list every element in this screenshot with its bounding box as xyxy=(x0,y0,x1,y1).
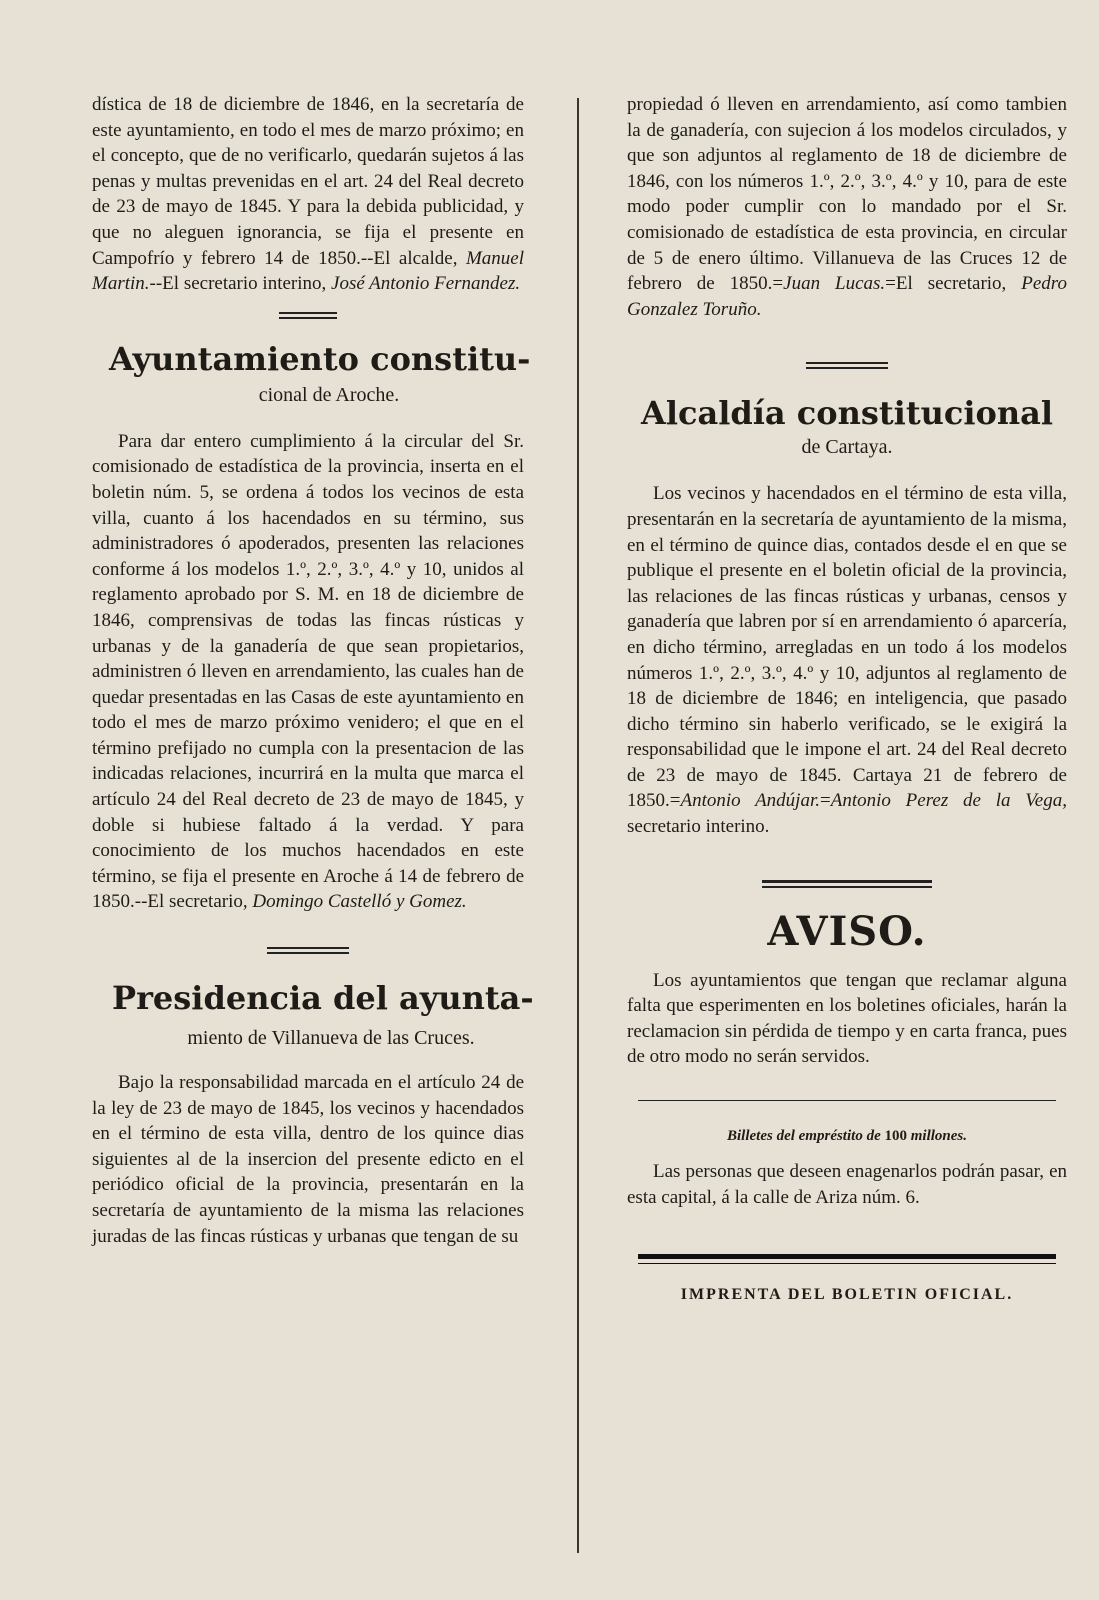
notice-text-tail: secretario interino. xyxy=(627,816,770,838)
signature-alcalde: Antonio Andújar. xyxy=(680,790,820,812)
notice-villanueva-continuation xyxy=(627,92,1067,322)
signature-secretario: José Antonio Fernandez. xyxy=(331,273,521,295)
footer-rule xyxy=(638,1254,1056,1264)
section-separator xyxy=(267,947,349,954)
imprint-line: IMPRENTA DEL BOLETIN OFICIAL. xyxy=(680,1286,1014,1304)
billetes-title-text: Billetes del empréstito de xyxy=(727,1128,881,1145)
notice-aroche-body xyxy=(92,429,524,915)
subheading-villanueva: miento de Villanueva de las Cruces. xyxy=(187,1027,475,1050)
heading-aviso: AVISO. xyxy=(767,907,927,955)
notice-text: Los vecinos y hacendados en el término de esta villa, presentarán en la secretaría de ayuntamiento de la misma, en el término de quince dias, contados desde el en que se publique el presente en el boletin oficial de la provincia, las relaciones de las fincas rústicas y urbanas, censos y ganadería que labren por sí en arrendamiento ó aparcería, en dicho término, arregladas en un todo á los modelos números 1.º, 2.º, 3.º, 4.º y 10, adjuntos al reglamento de 18 de diciembre de 1846; en inteligencia, que pasado dicho término sin haberlo verificado, se le exigirá la responsabilidad que le impone el art. 24 del Real decreto de 23 de mayo de 1845. Cartaya 21 de febrero de 1850.= xyxy=(627,483,1067,812)
notice-text-mid: = xyxy=(820,790,831,812)
heading-billetes xyxy=(627,1125,1067,1147)
left-column xyxy=(92,92,534,1249)
heading-cartaya: Alcaldía constitucional xyxy=(641,394,1053,433)
section-separator xyxy=(806,362,888,369)
notice-text-mid: =El secretario, xyxy=(885,273,1022,295)
billetes-title-number: 100 xyxy=(884,1128,907,1145)
notice-text-mid: --El secretario interino, xyxy=(149,273,332,295)
billetes-body: Las personas que deseen enagenarlos podrán pasar, en esta capital, á la calle de Ariza núm. 6. xyxy=(627,1161,1067,1208)
notice-text: Para dar entero cumplimiento á la circular del Sr. comisionado de estadística de la provincia, inserta en el boletin núm. 5, se ordena á todos los vecinos de esta villa, cuanto á los hacendados en su término, sus administradores ó apoderados, presenten las relaciones conforme á los modelos 1.º, 2.º, 3.º, 4.º y 10, unidos al reglamento aprobado por S. M. en 18 de diciembre de 1846, comprensivas de todas las fincas rústicas y urbanas y de la ganadería de que sean propietarios, administren ó lleven en arrendamiento, las cuales han de quedar presentadas en las Casas de este ayuntamiento en todo el mes de marzo próximo venidero; el que en el término prefijado no cumpla con la presentacion de las indicadas relaciones, incurrirá en la multa que marca el artículo 24 del Real decreto de 23 de mayo de 1845, y doble si hubiese faltado á la verdad. Y para conocimiento de los muchos hacendados en este término, se fija el presente en Aroche á 14 de febrero de 1850.--El secretario, xyxy=(92,430,524,913)
notice-villanueva-body: Bajo la responsabilidad marcada en el artículo 24 de la ley de 23 de mayo de 1845, los vecinos y hacendados en el término de esta villa, dentro de los quince dias siguientes al de la insercion del presente edicto en el periódico oficial de la provincia, presentarán en la secretaría de ayuntamiento de la misma las relaciones juradas de las fincas rústicas y urbanas que tengan de su xyxy=(92,1072,524,1247)
billetes-title-text-end: millones. xyxy=(910,1128,967,1145)
signature-alcalde: Juan Lucas. xyxy=(783,273,886,295)
signature-secretario: Antonio Perez de la Vega, xyxy=(830,790,1067,812)
signature-secretario: Domingo Castelló y Gomez. xyxy=(252,891,467,913)
signature-alcalde: Manuel Martin. xyxy=(92,247,524,295)
notice-campofrio-continuation xyxy=(92,92,524,297)
subheading-aroche: cional de Aroche. xyxy=(258,383,400,406)
section-separator xyxy=(762,880,932,888)
heading-aroche: Ayuntamiento constitu- xyxy=(109,339,531,378)
section-separator xyxy=(279,312,337,319)
notice-cartaya-body xyxy=(627,481,1067,839)
signature-secretario: Pedro Gonzalez Toruño. xyxy=(627,273,1067,320)
aviso-body: Los ayuntamientos que tengan que reclamar alguna falta que esperimenten en los boletines oficiales, harán la reclamacion sin pérdida de tiempo y en carta franca, pues de otro modo no serán servidos. xyxy=(627,969,1067,1068)
notice-text: propiedad ó lleven en arrendamiento, así como tambien la de ganadería, con sujecion á los modelos circulados, y que son adjuntos al reglamento de 18 de diciembre de 1846, con los números 1.º, 2.º, 3.º, 4.º y 10, para de este modo poder cumplir con lo mandado por el Sr. comisionado de estadística de esta provincia, en circular de 5 de enero último. Villanueva de las Cruces 12 de febrero de 1850.= xyxy=(627,94,1067,295)
column-divider xyxy=(577,98,579,1553)
subheading-cartaya: de Cartaya. xyxy=(801,436,893,459)
notice-text: dística de 18 de diciembre de 1846, en la secretaría de este ayuntamiento, en todo el mes de marzo próximo; en el concepto, que de no verificarlo, quedarán sujetos á las penas y multas prevenidas en el art. 24 del Real decreto de 23 de mayo de 1845. Y para la debida publicidad, y que no aleguen ignorancia, se fija el presente en Campofrío y febrero 14 de 1850.--El alcalde, xyxy=(92,94,524,269)
section-rule xyxy=(638,1100,1056,1101)
heading-villanueva: Presidencia del ayunta- xyxy=(112,979,534,1018)
right-column xyxy=(627,92,1067,1306)
